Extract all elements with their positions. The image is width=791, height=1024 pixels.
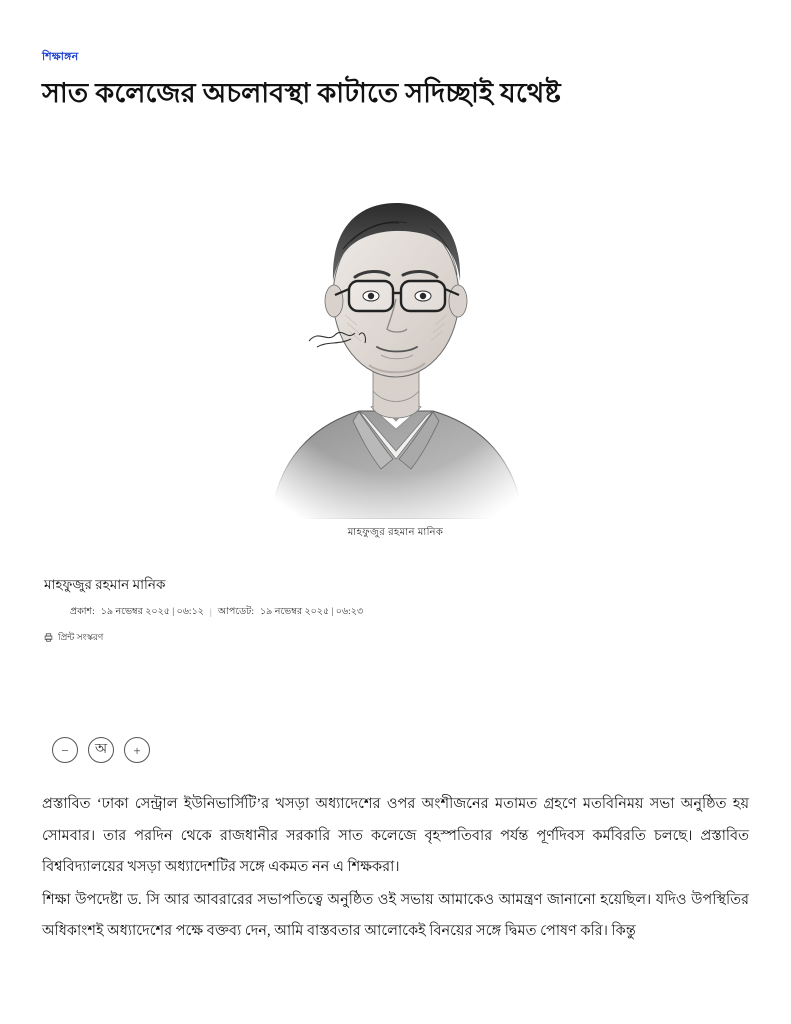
page-title: সাত কলেজের অচলাবস্থা কাটাতে সদিচ্ছাই যথেষ্ট xyxy=(42,78,561,108)
published-label: প্রকাশ: xyxy=(70,607,95,618)
figure-caption: মাহফুজুর রহমান মানিক xyxy=(347,527,444,539)
article-paragraph: শিক্ষা উপদেষ্টা ড. সি আর আবরারের সভাপতিত্বে অনুষ্ঠিত ওই সভায় আমাকেও আমন্ত্রণ জানানো হয়েছিল। যদিও উপস্থিতির অধিকাংশই অধ্যাদেশের পক্ষে বক্তব্য দেন, আমি বাস্তবতার আলোকেই বিনয়ের সঙ্গে দ্বিমত পোষণ করি। কিন্তু xyxy=(42,891,749,940)
updated-value: ১৯ নভেম্বর ২০২৫ | ০৬:২৩ xyxy=(259,607,364,618)
meta-divider: | xyxy=(209,607,212,618)
article-figure xyxy=(231,129,561,542)
updated-label: আপডেট: xyxy=(217,607,254,618)
portrait-sketch-icon xyxy=(231,129,561,519)
timestamp-row xyxy=(70,605,751,620)
font-decrease-button[interactable]: − xyxy=(52,737,78,763)
print-icon xyxy=(44,633,53,642)
article-body xyxy=(42,789,749,947)
print-edition-link[interactable] xyxy=(44,630,751,645)
article-paragraph: প্রস্তাবিত ‘ঢাকা সেন্ট্রাল ইউনিভার্সিটি’র খসড়া অধ্যাদেশের ওপর অংশীজনের মতামত গ্রহণে মতবিনিময় সভা অনুষ্ঠিত হয় সোমবার। তার পরদিন থেকে রাজধানীর সরকারি সাত কলেজে বৃহস্পতিবার পর্যন্ত পূর্ণদিবস কর্মবিরতি চলছে। প্রস্তাবিত বিশ্ববিদ্যালয়ের খসড়া অধ্যাদেশটির সঙ্গে একমত নন এ শিক্ষকরা। xyxy=(42,796,749,875)
print-label: প্রিন্ট সংস্করণ xyxy=(58,632,104,643)
font-size-controls xyxy=(52,737,751,763)
font-size-label[interactable]: অ xyxy=(88,737,114,763)
section-kicker[interactable]: শিক্ষাঙ্গন xyxy=(42,51,79,63)
portrait-image xyxy=(231,129,561,519)
published-value: ১৯ নভেম্বর ২০২৫ | ০৬:১২ xyxy=(100,607,204,618)
font-increase-button[interactable]: + xyxy=(124,737,150,763)
author-name[interactable]: মাহফুজুর রহমান মানিক xyxy=(44,577,166,593)
